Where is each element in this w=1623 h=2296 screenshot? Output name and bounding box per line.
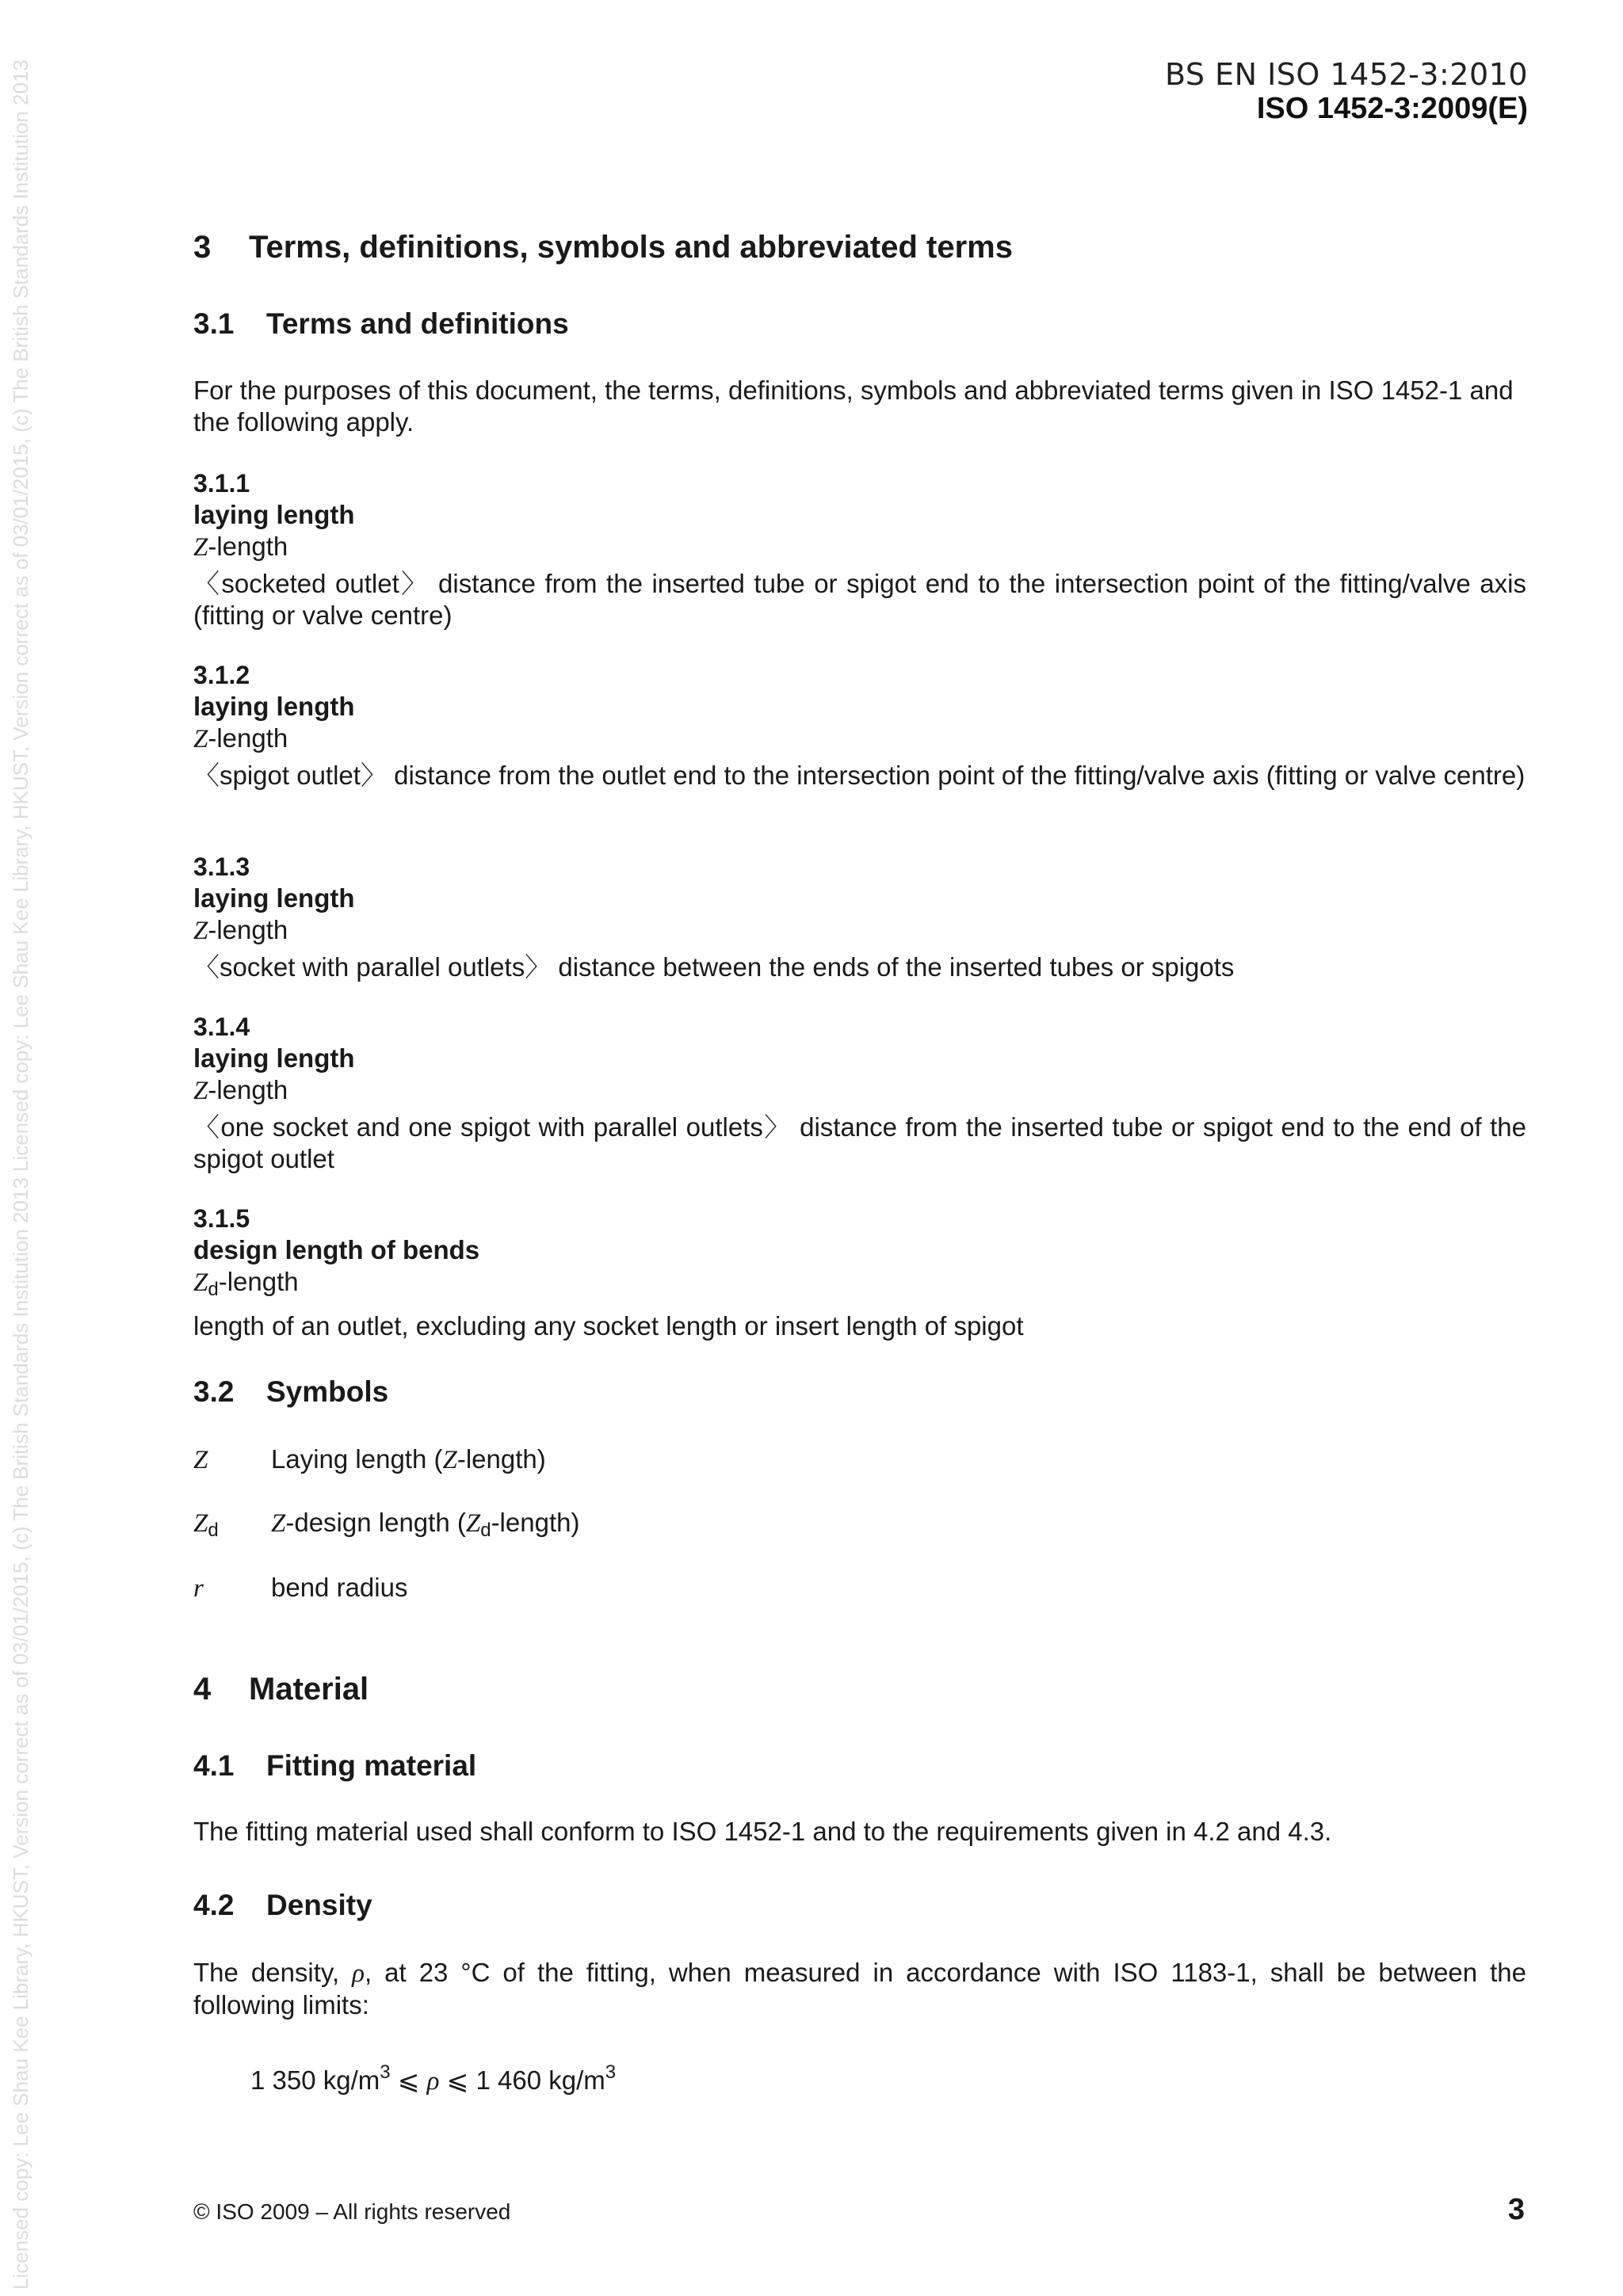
term-entry-3-1-1	[193, 467, 1526, 631]
section-number: 3	[193, 230, 212, 265]
subsection-3-2-heading	[193, 1375, 1526, 1409]
subsection-title: Fitting material	[266, 1749, 477, 1782]
term-definition: 〈socket with parallel outlets〉 distance between the ends of the inserted tubes or spigots	[193, 952, 1235, 982]
term-number: 3.1.4	[193, 1013, 250, 1041]
term-name: laying length	[193, 1043, 355, 1073]
term-entry-3-1-5	[193, 1203, 1526, 1342]
section-3-heading	[193, 230, 1526, 265]
standard-header-bs: BS EN ISO 1452-3:2010	[1164, 57, 1528, 92]
subsection-4-1-heading	[193, 1749, 1526, 1783]
subsection-number: 3.1	[193, 307, 235, 340]
standard-header-iso: ISO 1452-3:2009(E)	[1256, 92, 1528, 125]
subsection-number: 3.2	[193, 1375, 235, 1408]
symbol: Z	[193, 1446, 208, 1474]
symbol-description: Laying length (Z-length)	[271, 1444, 546, 1474]
term-symbol: Z-length	[193, 532, 288, 562]
term-name: design length of bends	[193, 1235, 480, 1264]
term-definition: 〈one socket and one spigot with parallel outlets〉 distance from the inserted tube or spigot end to the end of the spigot outlet	[193, 1112, 1526, 1173]
fitting-material-paragraph: The fitting material used shall conform to ISO 1452-1 and to the requirements given in 4.2 and 4.3.	[193, 1817, 1332, 1846]
term-definition: 〈spigot outlet〉 distance from the outlet end to the intersection point of the fitting/valve axis (fitting or valve centre)	[193, 761, 1526, 790]
term-name: laying length	[193, 692, 355, 721]
page-number: 3	[1507, 2193, 1525, 2226]
density-formula: 1 350 $kg/m^3$ ⩽ ρ ⩽ 1 460 $kg/m^3$	[250, 2061, 617, 2096]
subsection-3-1-heading	[193, 307, 1526, 341]
subsection-4-2-heading	[193, 1889, 1526, 1922]
symbol-description: bend radius	[271, 1573, 408, 1602]
subsection-title: Terms and definitions	[266, 307, 569, 340]
symbol-description: Z-design length $(Z_d-length)$	[271, 1508, 580, 1541]
symbol-row-zd	[193, 1507, 1461, 1547]
symbol: r	[193, 1574, 204, 1603]
section-number: 4	[193, 1672, 212, 1707]
subsection-number: 4.2	[193, 1889, 235, 1921]
term-definition: 〈socketed outlet〉 distance from the inserted tube or spigot end to the intersection point of the fitting/valve axis (fitting or valve centre)	[193, 569, 1526, 630]
term-symbol: $Z_d$-length	[193, 1267, 299, 1300]
subsection-title: Density	[266, 1889, 372, 1921]
symbol: $Z_d$	[193, 1509, 219, 1541]
copyright-footer: © ISO 2009 – All rights reserved	[193, 2199, 511, 2224]
symbol-row-z	[193, 1444, 1461, 1476]
term-entry-3-1-4	[193, 1011, 1526, 1175]
term-number: 3.1.5	[193, 1204, 250, 1233]
section-4-heading	[193, 1672, 1526, 1707]
terms-intro-paragraph: For the purposes of this document, the terms, definitions, symbols and abbreviated terms given in ISO 1452-1 and the following apply.	[193, 376, 1514, 437]
symbol-row-r	[193, 1572, 1461, 1604]
term-entry-3-1-2	[193, 659, 1526, 791]
term-name: laying length	[193, 883, 355, 913]
term-number: 3.1.1	[193, 469, 250, 498]
section-title: Material	[249, 1672, 369, 1707]
term-symbol: Z-length	[193, 723, 288, 753]
term-symbol: Z-length	[193, 915, 288, 945]
term-symbol: Z-length	[193, 1075, 288, 1105]
subsection-number: 4.1	[193, 1749, 235, 1782]
term-definition: length of an outlet, excluding any socket length or insert length of spigot	[193, 1311, 1024, 1341]
term-number: 3.1.2	[193, 661, 250, 689]
subsection-title: Symbols	[266, 1375, 389, 1408]
density-paragraph: The density, ρ, at 23 °C of the fitting, when measured in accordance with ISO 1183-1, shall be between the following limits:	[193, 1958, 1527, 2019]
term-number: 3.1.3	[193, 852, 250, 881]
term-name: laying length	[193, 500, 355, 529]
term-entry-3-1-3	[193, 851, 1526, 983]
license-watermark: Licensed copy: Lee Shau Kee Library, HKUST, Version correct as of 03/01/2015, (c) The British Standards Institution 2013 Licensed copy: Lee Shau Kee Library, HKUST, Version correct as of 03/01/2015, (c) The British Standards Institution 2013	[9, 59, 32, 2290]
section-title: Terms, definitions, symbols and abbreviated terms	[249, 230, 1013, 265]
